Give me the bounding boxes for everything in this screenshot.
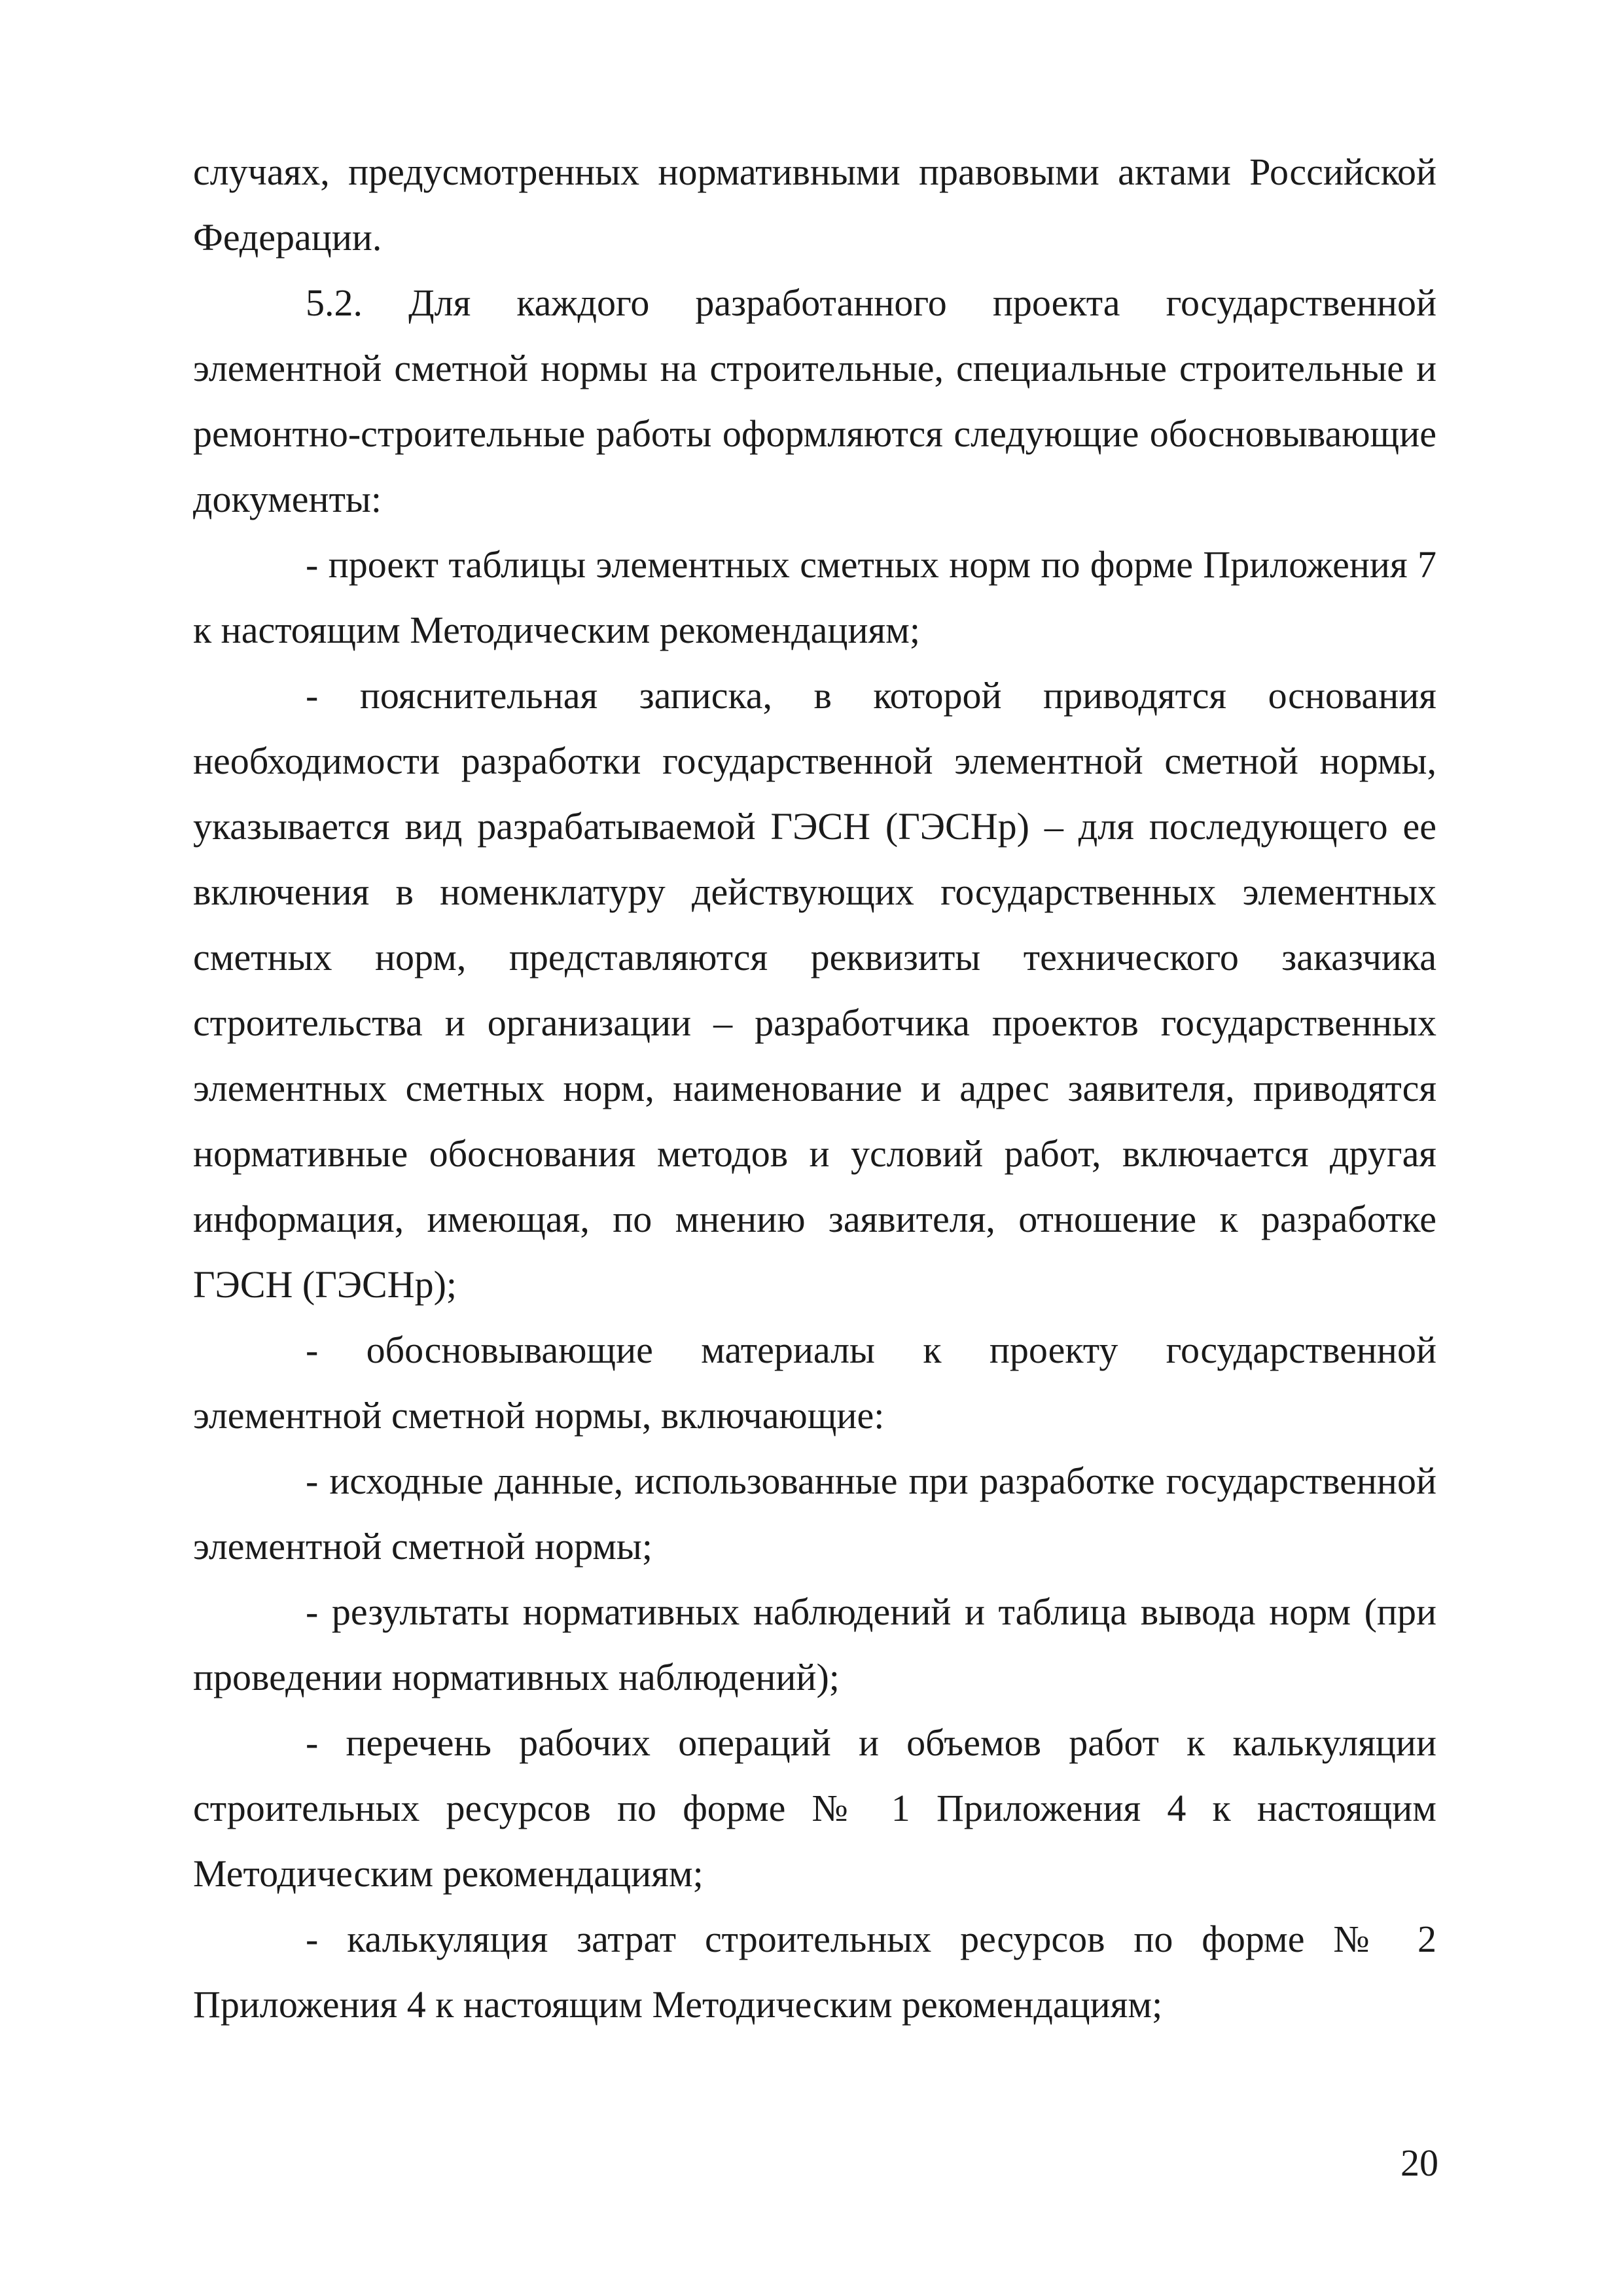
list-item-source-data: - исходные данные, использованные при разработке государственной элементной сметной нормы;	[193, 1460, 1436, 1568]
list-item-table-project: - проект таблицы элементных сметных норм по форме Приложения 7 к настоящим Методическим рекомендациям;	[193, 543, 1436, 651]
list-item-operations-list: - перечень рабочих операций и объемов работ к калькуляции строительных ресурсов по форме № 1 Приложения 4 к настоящим Методическим рекомендациям;	[193, 1721, 1436, 1895]
list-item-explanatory-note: - пояснительная записка, в которой приводятся основания необходимости разработки государственной элементной сметной нормы, указывается вид разрабатываемой ГЭСН (ГЭСНр) – для последующего ее включения в номенклатуру действующих государственных элементных сметных норм, представляются реквизиты технического заказчика строительства и организации – разработчика проектов государственных элементных сметных норм, наименование и адрес заявителя, приводятся нормативные обоснования методов и условий работ, включается другая информация, имеющая, по мнению заявителя, отношение к разработке ГЭСН (ГЭСНр);	[193, 674, 1436, 1306]
list-item-observation-results: - результаты нормативных наблюдений и таблица вывода норм (при проведении нормативных наблюдений);	[193, 1590, 1436, 1698]
list-item-cost-calculation: - калькуляция затрат строительных ресурсов по форме № 2 Приложения 4 к настоящим Методическим рекомендациям;	[193, 1918, 1436, 2026]
paragraph-5-2: 5.2. Для каждого разработанного проекта государственной элементной сметной нормы на строительные, специальные строительные и ремонтно-строительные работы оформляются следующие обосновывающие документы:	[193, 281, 1436, 520]
paragraph-continuation: случаях, предусмотренных нормативными правовыми актами Российской Федерации.	[193, 151, 1436, 259]
list-item-supporting-materials: - обосновывающие материалы к проекту государственной элементной сметной нормы, включающие:	[193, 1329, 1436, 1437]
document-body	[193, 139, 1436, 2037]
page-number: 20	[1400, 2142, 1438, 2184]
